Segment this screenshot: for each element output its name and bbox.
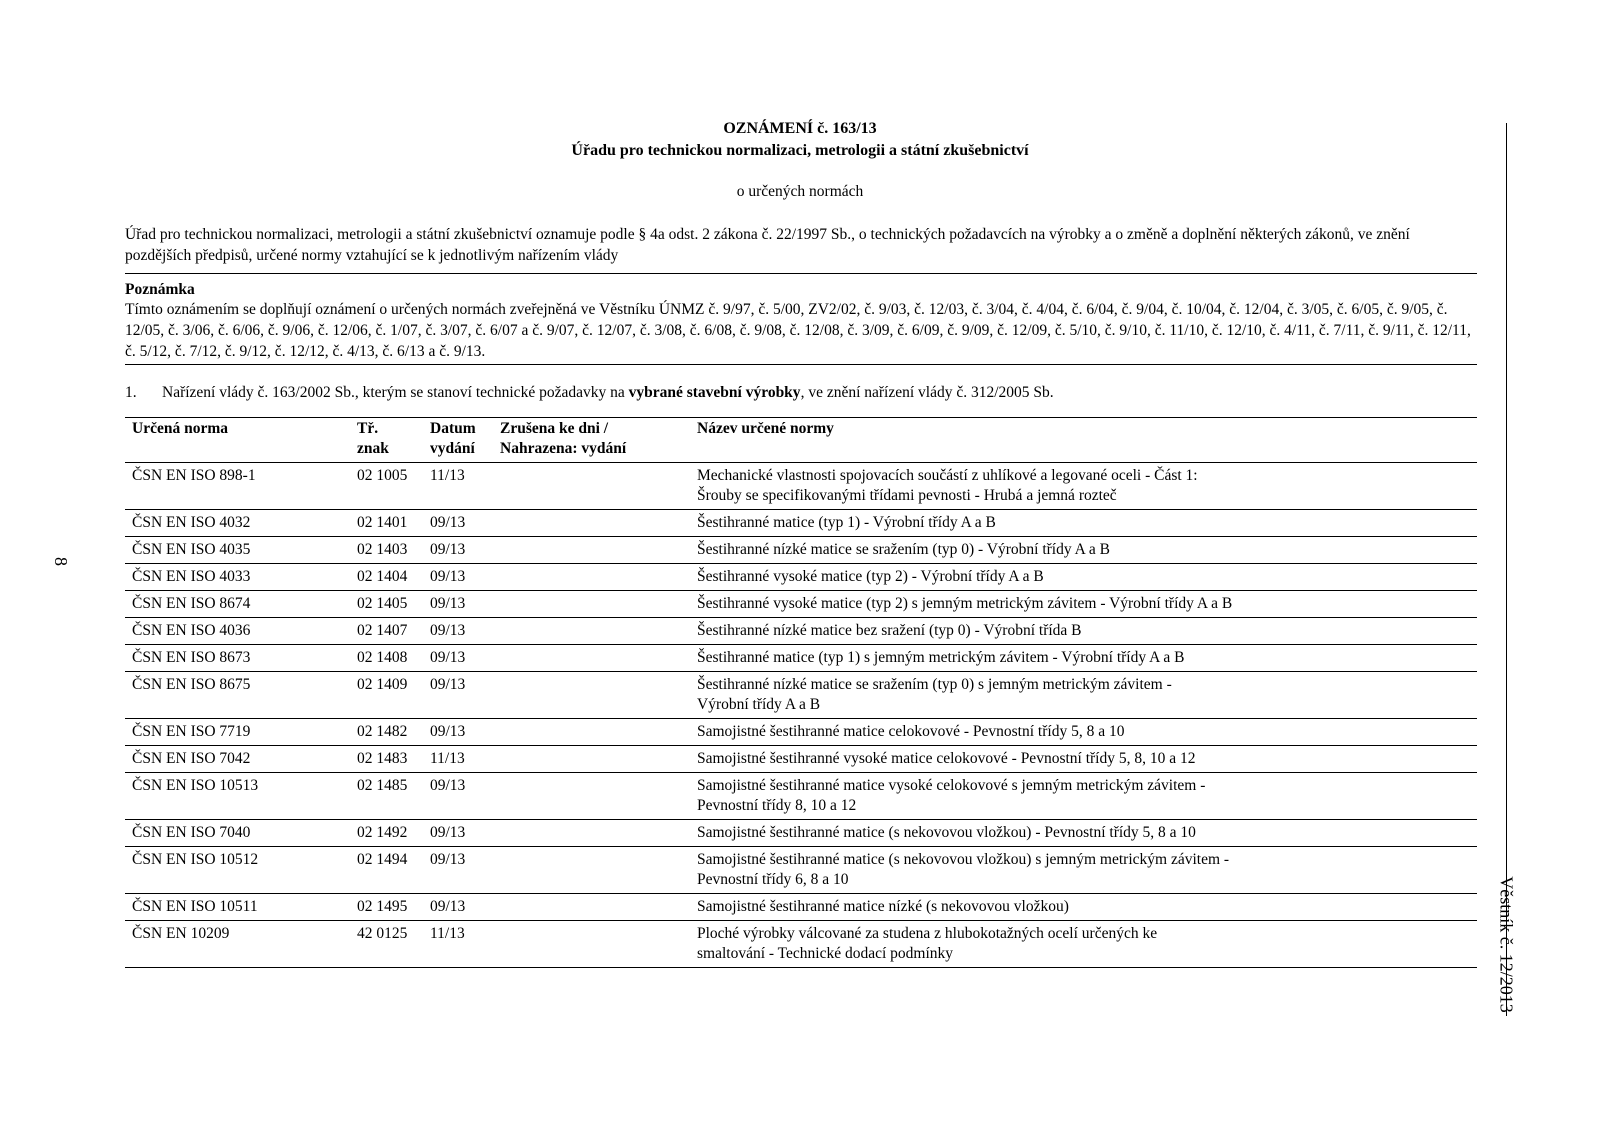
cell-zrusena [493,463,690,510]
table-row [125,746,1477,773]
cell-datum: 09/13 [423,820,493,847]
cell-nazev: Samojistné šestihranné matice (s nekovovou vložkou) - Pevnostní třídy 5, 8 a 10 [690,820,1477,847]
cell-zrusena [493,746,690,773]
cell-datum: 09/13 [423,591,493,618]
notice-subtitle: Úřadu pro technickou normalizaci, metrologii a státní zkušebnictví [571,142,1029,159]
cell-nazev: Samojistné šestihranné matice nízké (s nekovovou vložkou) [690,894,1477,921]
cell-datum: 09/13 [423,645,493,672]
table-row [125,820,1477,847]
table-row [125,719,1477,746]
section-number: 1. [125,384,137,401]
cell-znak: 02 1005 [350,463,423,510]
cell-znak: 02 1408 [350,645,423,672]
cell-norma: ČSN EN ISO 898-1 [125,463,350,510]
cell-nazev: Šestihranné vysoké matice (typ 2) - Výrobní třídy A a B [690,564,1477,591]
cell-norma: ČSN EN ISO 8673 [125,645,350,672]
cell-zrusena [493,820,690,847]
cell-znak: 02 1404 [350,564,423,591]
cell-nazev: Šestihranné nízké matice se sražením (typ 0) s jemným metrickým závitem - Výrobní třídy A a B [690,672,1477,719]
table-row [125,773,1477,820]
cell-nazev: Šestihranné nízké matice se sražením (typ 0) - Výrobní třídy A a B [690,537,1477,564]
cell-norma: ČSN EN ISO 7719 [125,719,350,746]
header-datum: Datum vydání [423,417,493,463]
table-row [125,591,1477,618]
cell-znak: 02 1482 [350,719,423,746]
notice-title: OZNÁMENÍ č. 163/13 [723,120,877,137]
cell-zrusena [493,510,690,537]
cell-datum: 09/13 [423,510,493,537]
cell-znak: 42 0125 [350,921,423,968]
section-text: Nařízení vlády č. 163/2002 Sb., kterým se stanoví technické požadavky na [162,384,629,401]
cell-zrusena [493,719,690,746]
page-number: 8 [51,557,71,566]
norms-table [125,417,1477,968]
cell-norma: ČSN EN ISO 7040 [125,820,350,847]
cell-datum: 09/13 [423,672,493,719]
cell-norma: ČSN EN ISO 4032 [125,510,350,537]
cell-datum: 09/13 [423,618,493,645]
cell-norma: ČSN EN ISO 8674 [125,591,350,618]
section-heading [125,384,1425,402]
table-row [125,894,1477,921]
table-row [125,564,1477,591]
cell-norma: ČSN EN ISO 4033 [125,564,350,591]
cell-nazev: Šestihranné matice (typ 1) s jemným metrickým závitem - Výrobní třídy A a B [690,645,1477,672]
cell-zrusena [493,847,690,894]
cell-datum: 09/13 [423,564,493,591]
divider [125,273,1477,274]
cell-datum: 09/13 [423,537,493,564]
cell-znak: 02 1403 [350,537,423,564]
cell-zrusena [493,618,690,645]
cell-norma: ČSN EN ISO 10511 [125,894,350,921]
cell-nazev: Samojistné šestihranné matice celokovové - Pevnostní třídy 5, 8 a 10 [690,719,1477,746]
cell-znak: 02 1495 [350,894,423,921]
cell-zrusena [493,672,690,719]
cell-znak: 02 1492 [350,820,423,847]
note-text: Tímto oznámením se doplňují oznámení o určených normách zveřejněná ve Věstníku ÚNMZ č. 9/97, č. 5/00, ZV2/02, č. 9/03, č. 12/03, č. 3/04, č. 4/04, č. 6/04, č. 9/04, č. 10/04, č. 12/04, č. 3/05, č. 6/05, č. 9/05, č. 12/05, č. 3/06, č. 6/06, č. 9/06, č. 12/06, č. 1/07, č. 3/07, č. 6/07 a č. 9/07, č. 12/07, č. 3/08, č. 6/08, č. 9/08, č. 12/08, č. 3/09, č. 6/09, č. 9/09, č. 12/09, č. 5/10, č. 9/10, č. 11/10, č. 12/10, č. 4/11, č. 7/11, č. 9/11, č. 12/11, č. 5/12, č. 7/12, č. 9/12, č. 12/12, č. 4/13, č. 6/13 a č. 9/13. [125,301,1471,360]
table-row [125,463,1477,510]
intro-paragraph: Úřad pro technickou normalizaci, metrologii a státní zkušebnictví oznamuje podle § 4a odst. 2 zákona č. 22/1997 Sb., o technických požadavcích na výrobky a o změně a doplnění některých zákonů, ve znění pozdějších předpisů, určené normy vztahující se k jednotlivým nařízením vlády [125,226,1410,264]
divider [125,364,1477,365]
cell-zrusena [493,894,690,921]
cell-nazev: Samojistné šestihranné matice (s nekovovou vložkou) s jemným metrickým závitem - Pevnostní třídy 6, 8 a 10 [690,847,1477,894]
table-row [125,921,1477,968]
header-zrusena: Zrušena ke dni / Nahrazena: vydání [493,417,690,463]
section-text-bold: vybrané stavební výrobky [628,384,801,401]
cell-norma: ČSN EN ISO 4036 [125,618,350,645]
cell-datum: 09/13 [423,773,493,820]
cell-datum: 11/13 [423,463,493,510]
cell-znak: 02 1409 [350,672,423,719]
cell-zrusena [493,921,690,968]
table-row [125,847,1477,894]
cell-datum: 11/13 [423,921,493,968]
cell-znak: 02 1483 [350,746,423,773]
cell-datum: 09/13 [423,894,493,921]
cell-znak: 02 1407 [350,618,423,645]
journal-label: Věstník č. 12/2013 [1496,876,1517,1013]
cell-norma: ČSN EN 10209 [125,921,350,968]
note-heading: Poznámka [125,281,195,298]
cell-zrusena [493,645,690,672]
cell-znak: 02 1494 [350,847,423,894]
table-header-row [125,417,1477,463]
notice-topic: o určených normách [736,183,864,200]
cell-datum: 09/13 [423,847,493,894]
cell-norma: ČSN EN ISO 10513 [125,773,350,820]
cell-zrusena [493,564,690,591]
cell-norma: ČSN EN ISO 8675 [125,672,350,719]
cell-znak: 02 1401 [350,510,423,537]
header-norma: Určená norma [125,417,350,463]
cell-norma: ČSN EN ISO 10512 [125,847,350,894]
cell-nazev: Samojistné šestihranné matice vysoké celokovové s jemným metrickým závitem - Pevnostní třídy 8, 10 a 12 [690,773,1477,820]
table-row [125,645,1477,672]
cell-nazev: Šestihranné matice (typ 1) - Výrobní třídy A a B [690,510,1477,537]
cell-nazev: Šestihranné vysoké matice (typ 2) s jemným metrickým závitem - Výrobní třídy A a B [690,591,1477,618]
cell-datum: 11/13 [423,746,493,773]
table-row [125,510,1477,537]
cell-nazev: Šestihranné nízké matice bez sražení (typ 0) - Výrobní třída B [690,618,1477,645]
cell-zrusena [493,537,690,564]
table-row [125,672,1477,719]
table-row [125,618,1477,645]
header-nazev: Název určené normy [690,417,1477,463]
cell-zrusena [493,591,690,618]
cell-norma: ČSN EN ISO 4035 [125,537,350,564]
cell-nazev: Mechanické vlastnosti spojovacích součástí z uhlíkové a legované oceli - Část 1: Šrouby se specifikovanými třídami pevnosti - Hrubá a jemná rozteč [690,463,1477,510]
cell-znak: 02 1405 [350,591,423,618]
section-text-end: , ve znění nařízení vlády č. 312/2005 Sb. [800,384,1054,401]
cell-datum: 09/13 [423,719,493,746]
cell-znak: 02 1485 [350,773,423,820]
cell-nazev: Ploché výrobky válcované za studena z hlubokotažných ocelí určených ke smaltování - Technické dodací podmínky [690,921,1477,968]
table-row [125,537,1477,564]
cell-zrusena [493,773,690,820]
cell-nazev: Samojistné šestihranné vysoké matice celokovové - Pevnostní třídy 5, 8, 10 a 12 [690,746,1477,773]
cell-norma: ČSN EN ISO 7042 [125,746,350,773]
header-znak: Tř. znak [350,417,423,463]
